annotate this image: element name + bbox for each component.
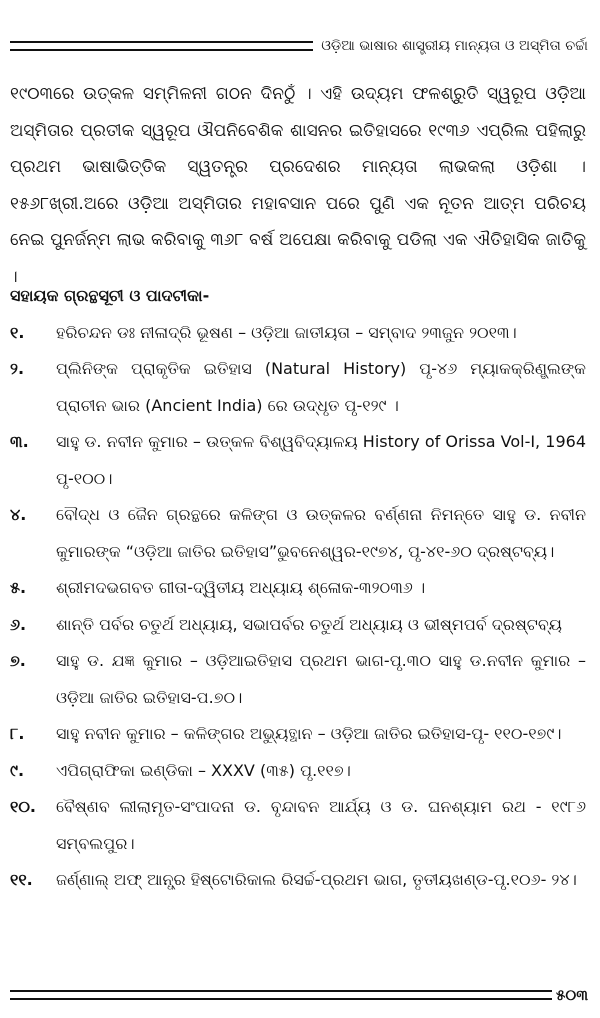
reference-number: ୧୧. (10, 870, 33, 889)
reference-number: ୪. (10, 505, 27, 524)
reference-number: ୩. (10, 432, 29, 451)
reference-item (10, 643, 586, 716)
reference-item (10, 753, 586, 790)
reference-text: ବୌଦ୍ଧ ଓ ଜୈନ ଗ୍ରନ୍ଥରେ କଳିଙ୍ଗ ଓ ଉତ୍କଳର ବର୍ଣ୍ଣନା ନିମନ୍ତେ ସାହୁ ଡ. ନବୀନ କୁମାରଙ୍କ “ଓଡ଼ିଆ ଜାତିର ଇତିହାସ”ଭୁବନେଶ୍ୱର-୧୯୭୪, ପୃ-୪୧-୬୦ ଦ୍ରଷ୍ଟବ୍ୟ। (56, 505, 586, 561)
references-title: ସହାୟକ ଗ୍ରନ୍ଥସୂଚୀ ଓ ପାଦଟୀକା- (10, 286, 210, 305)
reference-item (10, 497, 586, 570)
reference-item (10, 716, 586, 753)
reference-item (10, 424, 586, 497)
reference-number: ୬. (10, 614, 27, 634)
reference-text: ସାହୁ ନବୀନ କୁମାର – କଳିଙ୍ଗର ଅଭ୍ୟୁତ୍ଥାନ – ଓଡ଼ିଆ ଜାତିର ଇତିହାସ-ପୃ- ୧୧୦-୧୭୯। (56, 724, 562, 743)
reference-text: ଶାନ୍ତି ପର୍ବର ଚତୁର୍ଥ ଅଧ୍ୟାୟ, ସଭାପର୍ବର ଚତୁର୍ଥ ଅଧ୍ୟାୟ ଓ ଭୀଷ୍ମପର୍ବ ଦ୍ରଷ୍ଟବ୍ୟ (56, 614, 562, 634)
reference-number: ୨. (10, 359, 25, 378)
reference-number: ୭. (10, 651, 26, 670)
reference-text: ଜର୍ଣ୍ଣାଲ୍ ଅଫ୍ ଆନ୍ଧ୍ର ହିଷ୍ଟୋରିକାଲ ରିସର୍ଚ୍ଚ-ପ୍ରଥମ ଭାଗ, ତୃତୀୟଖଣ୍ଡ-ପୃ.୧୦୬- ୨୪। (56, 870, 577, 889)
reference-text: ଶ୍ରୀମଦଭଗବତ ଗୀତା-ଦ୍ୱିତୀୟ ଅଧ୍ୟାୟ ଶ୍ଳୋକ-୩୨ଠ୩୬ । (56, 578, 426, 597)
running-header (10, 34, 588, 58)
page-footer (10, 984, 588, 1006)
reference-item (10, 351, 586, 424)
reference-text: ସାହୁ ଡ. ନବୀନ କୁମାର – ଉତ୍କଳ ବିଶ୍ୱବିଦ୍ୟାଳୟ History of Orissa Vol-I, 1964 ପୃ-୧୦୦। (56, 432, 586, 488)
reference-item (10, 862, 586, 899)
footer-rule (10, 990, 552, 1000)
body-paragraph: ୧୯୦୩ରେ ଉତ୍କଳ ସମ୍ମିଳନୀ ଗଠନ ଦିନଠୁଁ । ଏହି ଉଦ୍ୟମ ଫଳଶ୍ରୁତି ସ୍ୱରୂପ ଓଡ଼ିଆ ଅସ୍ମିତାର ପ୍ରତୀକ ସ୍ୱରୂପ ଔପନିବେଶିକ ଶାସନର ଇତିହାସରେ ୧୯୩୬ ଏପ୍ରିଲ ପହିଲାରୁ ପ୍ରଥମ ଭାଷାଭିତ୍ତିକ ସ୍ୱତନ୍ତ୍ର ପ୍ରଦେଶର ମାନ୍ୟତା ଲାଭକଲା ଓଡ଼ିଶା । ୧୫୬୮ଖ୍ରୀ.ଅରେ ଓଡ଼ିଆ ଅସ୍ମିତାର ମହାବସାନ ପରେ ପୁଣି ଏକ ନୂତନ ଆତ୍ମ ପରିଚୟ ନେଇ ପୁନର୍ଜନ୍ମ ଲାଭ କରିବାକୁ ୩୬୮ ବର୍ଷ ଅପେକ୍ଷା କରିବାକୁ ପଡିଲା ଏକ ଐତିହାସିକ ଜାତିକୁ । (10, 84, 586, 287)
reference-text: ସାହୁ ଡ. ଯଜ୍ଞ କୁମାର – ଓଡ଼ିଆଇତିହାସ ପ୍ରଥମ ଭାଗ-ପୃ.୩୦ ସାହୁ ଡ.ନବୀନ କୁମାର – ଓଡ଼ିଆ ଜାତିର ଇତିହାସ-ପ.୭୦। (56, 651, 586, 707)
reference-item (10, 789, 586, 862)
references-section (10, 278, 586, 899)
reference-item (10, 570, 586, 607)
reference-item (10, 607, 586, 644)
reference-text: ବୈଷ୍ଣବ ଲୀଲାମୃତ-ସଂପାଦନା ଡ. ବୃନ୍ଦାବନ ଆର୍ଯ୍ୟ ଓ ଡ. ଘନଶ୍ୟାମ ରଥ - ୧୯୮୬ ସମ୍ବଲପୁର। (56, 797, 586, 853)
reference-number: ୧୦. (10, 797, 36, 816)
page-number: ୫୦୩ (555, 986, 588, 1004)
reference-text: ଏପିଗ୍ରାଫିକା ଇଣ୍ଡିକା – XXXV (୩୫) ପୃ.୧୧୭। (56, 760, 351, 780)
reference-number: ୧. (10, 322, 25, 342)
reference-number: ୮. (10, 724, 25, 743)
reference-text: ପ୍ଲିନିଙ୍କ ପ୍ରାକୃତିକ ଇତିହାସ (Natural History) ପୃ-୪୬ ମ୍ୟାକକ୍ରିଣ୍ଡ୍ଲଙ୍କ ପ୍ରାଚୀନ ଭାର (Ancient India) ରେ ଉଦ୍ଧୃତ ପୃ-୧୨୯ । (56, 359, 586, 415)
reference-item (10, 315, 586, 352)
running-title: ଓଡ଼ିଆ ଭାଷାର ଶାସ୍ତ୍ରୀୟ ମାନ୍ୟତା ଓ ଅସ୍ମିତା ଚର୍ଚ୍ଚା (321, 38, 588, 54)
header-rule (10, 41, 313, 51)
reference-text: ହରିଚନ୍ଦନ ଡଃ ନୀଳାଦ୍ରି ଭୂଷଣ – ଓଡ଼ିଆ ଜାତୀୟତା – ସମ୍ବାଦ ୨୩ଜୁନ ୨୦୧୩। (56, 322, 517, 342)
reference-number: ୫. (10, 578, 27, 597)
reference-number: ୯. (10, 760, 25, 780)
